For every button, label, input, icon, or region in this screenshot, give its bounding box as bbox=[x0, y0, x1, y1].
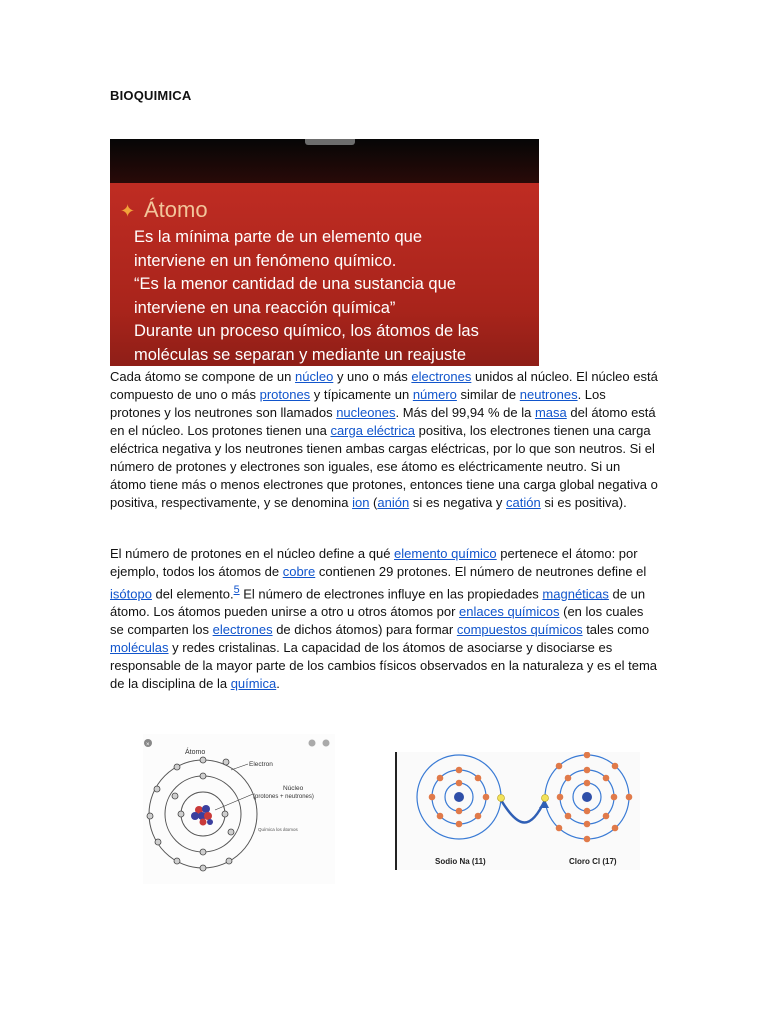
nav-icon bbox=[323, 740, 330, 747]
text: . Más del 99,94 % de la bbox=[395, 405, 535, 420]
label-nucleo-sub: (protones + neutrones) bbox=[253, 794, 314, 800]
link-compuestos-quimicos[interactable]: compuestos químicos bbox=[456, 622, 583, 638]
nav-icon bbox=[309, 740, 316, 747]
text: . bbox=[276, 676, 280, 692]
footnote-link[interactable]: 5 bbox=[233, 584, 240, 596]
electron-dots bbox=[147, 757, 234, 871]
text: (en los cuales se comparten los bbox=[110, 604, 644, 638]
text: Cada átomo se compone de un bbox=[110, 369, 296, 384]
slide-line: moléculas se separan y mediante un reajuste bbox=[134, 345, 467, 364]
text: . Los protones y los neutrones son llamados bbox=[110, 387, 606, 420]
text: similar de bbox=[456, 387, 520, 402]
link-carga-electrica[interactable]: carga eléctrica bbox=[330, 423, 415, 438]
label-nucleo: Núcleo bbox=[283, 785, 304, 792]
link-moleculas[interactable]: moléculas bbox=[110, 640, 169, 656]
link-quimica[interactable]: química bbox=[230, 676, 277, 692]
paragraph-atom-structure bbox=[110, 368, 658, 512]
text: del elemento. bbox=[151, 586, 234, 602]
atom-diagram-svg bbox=[143, 734, 335, 884]
sodium-nucleus bbox=[454, 792, 464, 802]
link-nucleones[interactable]: nucleones bbox=[336, 405, 396, 420]
link-neutrones[interactable]: neutrones bbox=[519, 387, 578, 402]
chlorine-electrons bbox=[556, 752, 633, 842]
star-bullet-icon: ✦ bbox=[120, 201, 136, 221]
slide-line: Es la mínima parte de un elemento que bbox=[134, 228, 423, 246]
link-electrones[interactable]: electrones bbox=[411, 369, 472, 384]
document-title: BIOQUIMICA bbox=[110, 88, 192, 103]
slide-body bbox=[110, 183, 539, 366]
text: unidos al núcleo. El núcleo está compuesto de uno o más bbox=[110, 369, 658, 402]
link-protones[interactable]: protones bbox=[259, 387, 311, 402]
text: tales como bbox=[582, 622, 650, 638]
slide-top-band bbox=[110, 139, 539, 184]
link-numero[interactable]: número bbox=[412, 387, 457, 402]
ionic-bond-image bbox=[395, 752, 640, 870]
text: de un átomo. Los átomos pueden unirse a otro u otros átomos por bbox=[110, 586, 646, 620]
text: positiva, los electrones tienen una carga eléctrica negativa y los neutrones tienen ambas cargas eléctricas, por lo que son neutros. Si el número de protones y electrones son iguales, ese átomo es eléctricamente neutro. Si un átomo tiene más o menos electrones que protones, entonces tiene una carga global negativa o positiva, respectivamente, y se denomina bbox=[110, 423, 658, 510]
slide-line: Durante un proceso químico, los átomos de las bbox=[134, 322, 479, 340]
pointer-line bbox=[215, 794, 253, 810]
link-cobre[interactable]: cobre bbox=[282, 564, 316, 579]
slide-line: interviene en una reacción química” bbox=[134, 298, 396, 317]
diagram-caption: Química los átomos bbox=[258, 827, 298, 832]
label-cloro: Cloro Cl (17) bbox=[569, 857, 617, 866]
slide-text bbox=[134, 226, 516, 366]
link-anion[interactable]: anión bbox=[377, 495, 410, 510]
transfer-arrow bbox=[501, 800, 545, 823]
text: si es positiva). bbox=[540, 495, 627, 510]
label-atomo: Átomo bbox=[185, 749, 206, 756]
text: ( bbox=[369, 495, 378, 510]
link-masa[interactable]: masa bbox=[534, 405, 567, 420]
close-glyph: × bbox=[146, 742, 150, 748]
link-elemento-quimico[interactable]: elemento químico bbox=[394, 546, 497, 561]
text: El número de protones en el núcleo define a qué bbox=[110, 546, 395, 561]
slide-line: “Es la menor cantidad de una sustancia que bbox=[134, 275, 456, 293]
text: y redes cristalinas. La capacidad de los átomos de asociarse y disociarse es responsable de la mayor parte de los cambios físicos observados en la naturaleza y es el tema de la disciplina de la bbox=[110, 640, 658, 692]
text: contienen 29 protones. El número de neutrones define el bbox=[315, 564, 647, 579]
slide-tab-marker bbox=[305, 139, 355, 145]
link-cation[interactable]: catión bbox=[506, 495, 541, 510]
paragraph-elements bbox=[110, 545, 658, 693]
transferred-electron bbox=[498, 795, 505, 802]
atom-diagram-image bbox=[143, 734, 335, 884]
text: y uno o más bbox=[333, 369, 412, 384]
slide-heading: Átomo bbox=[144, 197, 208, 222]
atomo-slide-image bbox=[110, 139, 539, 366]
label-electron: Electron bbox=[249, 761, 273, 768]
text: si es negativa y bbox=[409, 495, 507, 510]
link-electrones-2[interactable]: electrones bbox=[212, 622, 273, 638]
link-nucleo[interactable]: núcleo bbox=[295, 369, 334, 384]
link-magneticas[interactable]: magnéticas bbox=[542, 586, 609, 602]
label-sodio: Sodio Na (11) bbox=[435, 857, 486, 866]
ionic-bond-svg bbox=[397, 752, 640, 870]
text: del átomo está en el núcleo. Los protones tienen una bbox=[110, 405, 656, 438]
received-electron bbox=[542, 795, 549, 802]
text: y típicamente un bbox=[310, 387, 413, 402]
nucleus-cluster bbox=[191, 805, 213, 826]
link-ion[interactable]: ion bbox=[352, 495, 370, 510]
text: pertenece el átomo: por ejemplo, todos los átomos de bbox=[110, 546, 638, 579]
chlorine-nucleus bbox=[582, 792, 592, 802]
slide-line: interviene en un fenómeno químico. bbox=[134, 251, 397, 270]
text: El número de electrones influye en las propiedades bbox=[239, 586, 543, 602]
link-enlaces-quimicos[interactable]: enlaces químicos bbox=[459, 604, 560, 620]
text: de dichos átomos) para formar bbox=[272, 622, 457, 638]
link-isotopo[interactable]: isótopo bbox=[110, 586, 152, 602]
